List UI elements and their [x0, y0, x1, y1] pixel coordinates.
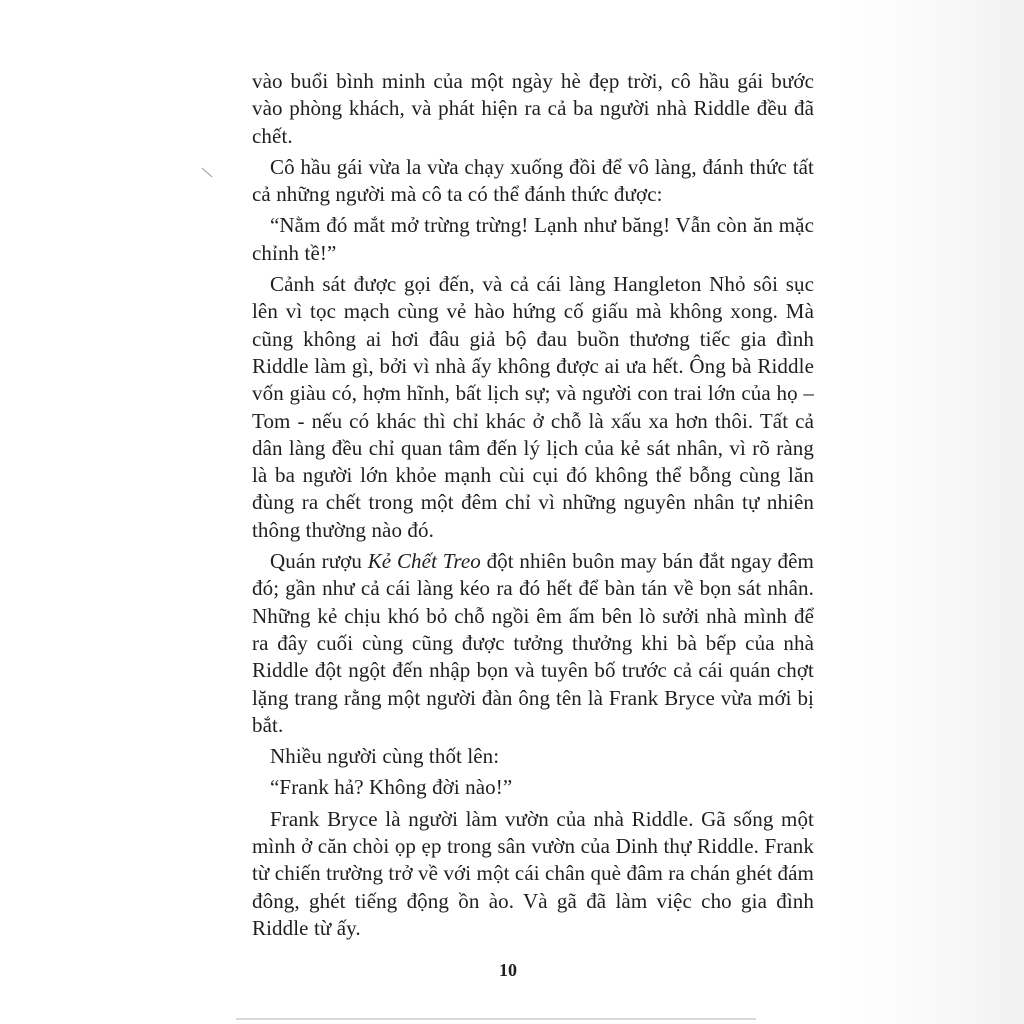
- page-number: 10: [499, 960, 517, 980]
- paragraph-7: “Frank hả? Không đời nào!”: [270, 775, 513, 800]
- paragraph-8: Frank Bryce là người làm vườn của nhà Riddle. Gã sống một mình ở căn chòi ọp ẹp trong sân vườn của Dinh thự Riddle. Frank từ chiến trường trở về với một cái chân què đâm ra chán ghét đám đông, ghét tiếng động ồn ào. Và gã đã làm việc cho gia đình Riddle từ ấy.: [252, 806, 814, 940]
- paragraph-6: Nhiều người cùng thốt lên:: [270, 744, 500, 769]
- page-edge-shadow: [838, 0, 1024, 1024]
- crease-mark: [201, 167, 212, 177]
- paragraph-4: Cảnh sát được gọi đến, và cả cái làng Hangleton Nhỏ sôi sục lên vì tọc mạch cùng vẻ hào hứng cố giấu mà không xong. Mà cũng không ai hơi đâu giả bộ đau buồn thương tiếc gia đình Riddle làm gì, bởi vì nhà ấy không được ai ưa hết. Ông bà Riddle vốn giàu có, hợm hĩnh, bất lịch sự; và người con trai lớn của họ – Tom - nếu có khác thì chỉ khác ở chỗ là xấu xa hơn thôi. Tất cả dân làng đều chỉ quan tâm đến lý lịch của kẻ sát nhân, vì rõ ràng là ba người lớn khỏe mạnh cùi cụi đó không thể bỗng cùng lăn đùng ra chết trong một đêm chỉ vì những nguyên nhân tự nhiên thông thường nào đó.: [252, 272, 814, 542]
- page-bottom-edge: [236, 1018, 756, 1020]
- paragraph-2: Cô hầu gái vừa la vừa chạy xuống đồi để vô làng, đánh thức tất cả những người mà cô ta có thể đánh thức được:: [252, 154, 814, 207]
- paragraph-3: “Nằm đó mắt mở trừng trừng! Lạnh như băng! Vẫn còn ăn mặc chỉnh tề!”: [252, 213, 814, 265]
- paragraph-5-rest: đột nhiên buôn may bán đắt ngay đêm đó; gần như cả cái làng kéo ra đó hết để bàn tán về bọn sát nhân. Những kẻ chịu khó bỏ chỗ ngồi êm ấm bên lò sưởi nhà mình để ra đây cuối cùng cũng được tưởng thưởng khi bà bếp của nhà Riddle đột ngột đến nhập bọn và tuyên bố trước cả cái quán chợt lặng trang rằng một người đàn ông tên là Frank Bryce vừa mới bị bắt.: [252, 549, 814, 737]
- paragraph-1: vào buổi bình minh của một ngày hè đẹp trời, cô hầu gái bước vào phòng khách, và phát hiện ra cả ba người nhà Riddle đều đã chết.: [252, 69, 814, 148]
- body-text: [252, 68, 814, 946]
- paragraph-5-prefix: Quán rượu: [270, 549, 368, 574]
- paragraph-5: [252, 548, 814, 739]
- inn-name: Kẻ Chết Treo: [367, 549, 481, 574]
